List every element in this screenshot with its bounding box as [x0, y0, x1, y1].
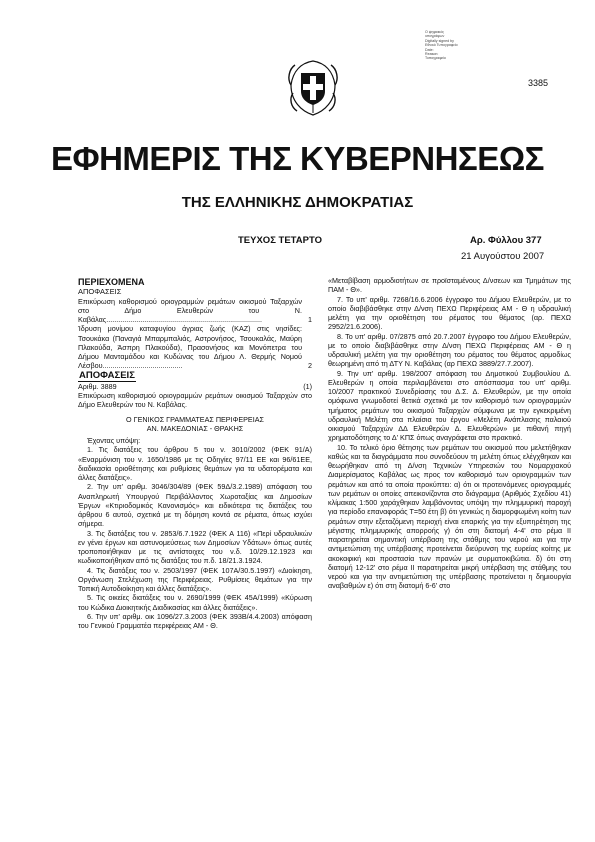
page-number: 3385 — [528, 78, 549, 88]
toc-entry-page: 1 — [308, 315, 312, 324]
decision-number: Αριθμ. 3889 — [78, 381, 117, 391]
stamp-line: Εθνικό Τυπογραφείο — [425, 43, 458, 48]
decision-ref: (1) — [303, 381, 312, 391]
stamp-line: Τυπογραφείο — [425, 56, 446, 61]
decision-paragraph: 6. Την υπ' αριθμ. οικ 1096/27.3.2003 (ΦΕΚ 393Β/4.4.2003) απόφαση του Γενικού Γραμματέα περιφέρειας ΑΜ - Θ. — [78, 611, 312, 630]
decision-paragraph: 7. Το υπ' αριθμ. 7268/16.6.2006 έγγραφο του Δήμου Ελευθερών, με το οποίο διαβιβάσθηκε στην Δ/νση ΠΕΧΩ Περιφέρειας ΑΜ - Θ η υδραυλική μελέτη για την οριοθέτηση του ρέματος του θέματος (αρ. ΠΕΧΩ 2952/21.6.2006). — [328, 294, 571, 332]
toc-entry-page: 2 — [308, 361, 312, 371]
authority-line-2: ΑΝ. ΜΑΚΕΔΟΝΙΑΣ - ΘΡΑΚΗΣ — [146, 423, 244, 433]
stamp-line: Reason: — [425, 52, 439, 57]
digital-signature-stamp — [425, 30, 485, 61]
toc-subheading: ΑΠΟΦΑΣΕΙΣ — [78, 287, 122, 297]
decision-paragraph: 5. Τις οικείες διατάξεις του ν. 2690/1999 (ΦΕΚ 45Α/1999) «Κύρωση του Κώδικα Διοικητικής Διαδικασίας και άλλες διατάξεις». — [78, 593, 312, 612]
decision-paragraph: 3. Τις διατάξεις του ν. 2853/6.7.1922 (ΦΕΚ Α 116) «Περί υδραυλικών εν γένει έργων και αστυνομεύσεως των Δημοσίων Υδάτων» όπως αυτές τροποποιήθηκαν με τις αντίστοιχες του ν.δ. 10/29.12.1923 και κωδικοποιήθηκαν από τις διατάξεις του π.δ. 18/21.3.1924. — [78, 528, 312, 566]
decision-paragraph: 4. Τις διατάξεις του ν. 2503/1997 (ΦΕΚ 107Α/30.5.1997) «Διοίκηση, Οργάνωση Στελέχωση της Περιφέρειας. Ρυθμίσεις θεμάτων για την Τοπική Αυτοδιοίκηση και άλλες διατάξεις». — [78, 565, 312, 593]
toc-entry-text: Επικύρωση καθορισμού οριογραμμών ρεμάτων οικισμού Ταξαρχών στο Δήμο Ελευθερών του Ν. Καβάλας.............................................................................. — [78, 296, 302, 324]
decision-paragraph: 2. Την υπ' αριθμ. 3046/304/89 (ΦΕΚ 59Δ/3.2.1989) απόφαση του Αναπληρωτή Υπουργού Περιβάλλοντος Χωροταξίας και Δημοσίων Έργων «Κτιριοδομικός Κανονισμός» και ειδικότερα τις διατάξεις του άρθρου 6 αυτού, σχετικά με τη δόμηση κοντά σε ρέματα, όπως ισχύει σήμερα. — [78, 482, 312, 529]
decision-number-row — [78, 382, 312, 391]
decision-paragraph: 9. Την υπ' αριθμ. 198/2007 απόφαση του Δημοτικού Συμβουλίου Δ. Ελευθερών η οποία περιλαμβάνεται στο απόσπασμα του υπ' αριθμ. 10/2007 πρακτικού Συνεδρίασης του Δ.Σ. Δ. Ελευθερών, με την οποία ομόφωνα γνωμοδοτεί θετικά σχετικά με τον καθορισμό των οριογραμμών τμήματος ρεμάτων του οικισμού Ταξαρχών σύμφωνα με την εγκεκριμένη υδραυλική Μελέτη στα πλαίσια του έργου «Μελέτη Ανάπλασης παλαιού οικισμού Ταξαρχών ΔΔ Ελευθερών Δ. Ελευθερών» με πιθανή πηγή χρηματοδότησης το Δ' ΚΠΣ όπως αναγράφεται στο πρακτικό. — [328, 368, 571, 443]
authority-line-1: Ο ΓΕΝΙΚΟΣ ΓΡΑΜΜΑΤΕΑΣ ΠΕΡΙΦΕΡΕΙΑΣ — [126, 414, 264, 424]
decision-paragraph: 1. Τις διατάξεις του άρθρου 5 του ν. 3010/2002 (ΦΕΚ 91/Α) «Εναρμόνιση του ν. 1650/1986 με τις Οδηγίες 97/11 ΕΕ και 96/61ΕΕ, διαδικασία οριοθέτησης και ρυθμίσεις θεμάτων για τα υδατορέματα και άλλες διατάξεις». — [78, 445, 312, 482]
stamp-line: Digitally signed by — [425, 38, 454, 43]
masthead-subtitle: ΤΗΣ ΕΛΛΗΝΙΚΗΣ ΔΗΜΟΚΡΑΤΙΑΣ — [181, 194, 414, 211]
decisions-heading — [78, 371, 312, 380]
decision-paragraph: «Μεταβίβαση αρμοδιοτήτων σε προϊσταμένους Δ/νσεων και Τμημάτων της ΠΑΜ - Θ». — [328, 276, 571, 295]
decision-paragraph: 10. Το τελικό όριο θέτησης των ρεμάτων του οικισμού που μελετήθηκαν καθώς και τα διαγράμματα που συνοδεύουν τη μελέτη όπως ελέγχθηκαν και θεωρήθηκαν από τη Δ/νση Τεχνικών Υπηρεσιών του Νομαρχιακού Διαμερίσματος Καβάλας ως προς τον καθορισμό των οριογραμμών των ρεμάτων και από τα οποία προκύπτει: α) ότι οι προτεινόμενες οριογραμμές των ρεμάτων οι οποίες απεικονίζονται στο διάγραμμα (Αριθμός Σχεδίου 41) κλίμακας 1:500 χαράχθηκαν λαμβάνοντας υπόψη την πλημμυρική παροχή για περίοδο επαναφοράς Τ=50 έτη β) ότι γενικώς η διαμορφωμένη κοίτη των ρεμάτων στην εξεταζόμενη περιοχή είναι επαρκής για την εξυπηρέτηση της μέγιστης πλημμυρικής απορροής γ) ότι στη διατομή 4-4' στο ρέμα ΙΙ παρατηρείται σημαντική υπέρβαση της στάθμης του νερού και για την αντιμετώπιση της υπέρβασης προτείνεται διεύρυνση της ευρείας κοίτης με ακοκαφική και προστασία των πρανών με συρματοκιβώτια. δ) ότι στη διατομή 12-12' στο ρέμα ΙΙ παρατηρείται μικρή υπέρβαση της στάθμης του νερού και για την αντιμετώπιση της υπέρβασης προτείνεται η δημιουργία αναβαθμών ε) ότι στη διατομή 6-6' στο — [328, 442, 571, 591]
toc-entry-text: Ίδρυση μονίμου καταφυγίου άγριας ζωής (ΚΑΖ) στις νησίδες: Τσουκάκα (Παναγιά Μπαρμπαλιάς, Αστρονήσος, Τσουκαλάς, Μαύρη Πλακούδα, Άσπρη Πλακούδα), Πρασονήσος και Μονόπετρα του Δήμου Μανταμάδου και Κυδώνας του Δήμου Λ. Θερμής Νομού Λέσβου........................................ — [78, 324, 302, 371]
stamp-line: Ο ψηφιακός — [425, 30, 445, 34]
stamp-line: υπογράφων — [425, 34, 445, 39]
stamp-line: Date: — [425, 47, 434, 52]
greek-coat-of-arms-icon — [283, 55, 343, 119]
decisions-heading-text: ΑΠΟΦΑΣΕΙΣ — [79, 369, 135, 381]
right-column — [328, 276, 571, 591]
left-column — [78, 278, 312, 630]
decision-paragraph: 8. Το υπ' αριθμ. 07/2875 από 20.7.2007 έγγραφο του Δήμου Ελευθερών, με το οποίο διαβιβάσθηκε στην Δ/νση ΠΕΧΩ Περιφέρειας ΑΜ - Θ η υδραυλική μελέτη για την οριοθέτηση του ρέματος του θέματος αρμοδίως θεωρημένη από τη ΔΤΥ Ν. Καβάλας (αρ ΠΕΧΩ 3889/27.7.2007). — [328, 331, 571, 369]
decision-subject: Επικύρωση καθορισμού οριογραμμών ρεμάτων οικισμού Ταξαρχών στο Δήμο Ελευθερών του Ν. Καβάλας. — [78, 391, 312, 410]
masthead-title: ΕΦΗΜΕΡΙΣ ΤΗΣ ΚΥΒΕΡΝΗΣΕΩΣ — [51, 140, 544, 177]
sheet-number: Αρ. Φύλλου 377 — [470, 235, 542, 246]
having-regard: Έχοντας υπόψη: — [87, 436, 141, 445]
issue-type: ΤΕΥΧΟΣ ΤΕΤΑΡΤΟ — [238, 235, 322, 246]
issue-date: 21 Αυγούστου 2007 — [461, 251, 545, 262]
toc-entry[interactable] — [78, 324, 312, 370]
toc-heading: ΠΕΡΙΕΧΟΜΕΝΑ — [78, 277, 145, 287]
toc-entry[interactable] — [78, 297, 312, 325]
